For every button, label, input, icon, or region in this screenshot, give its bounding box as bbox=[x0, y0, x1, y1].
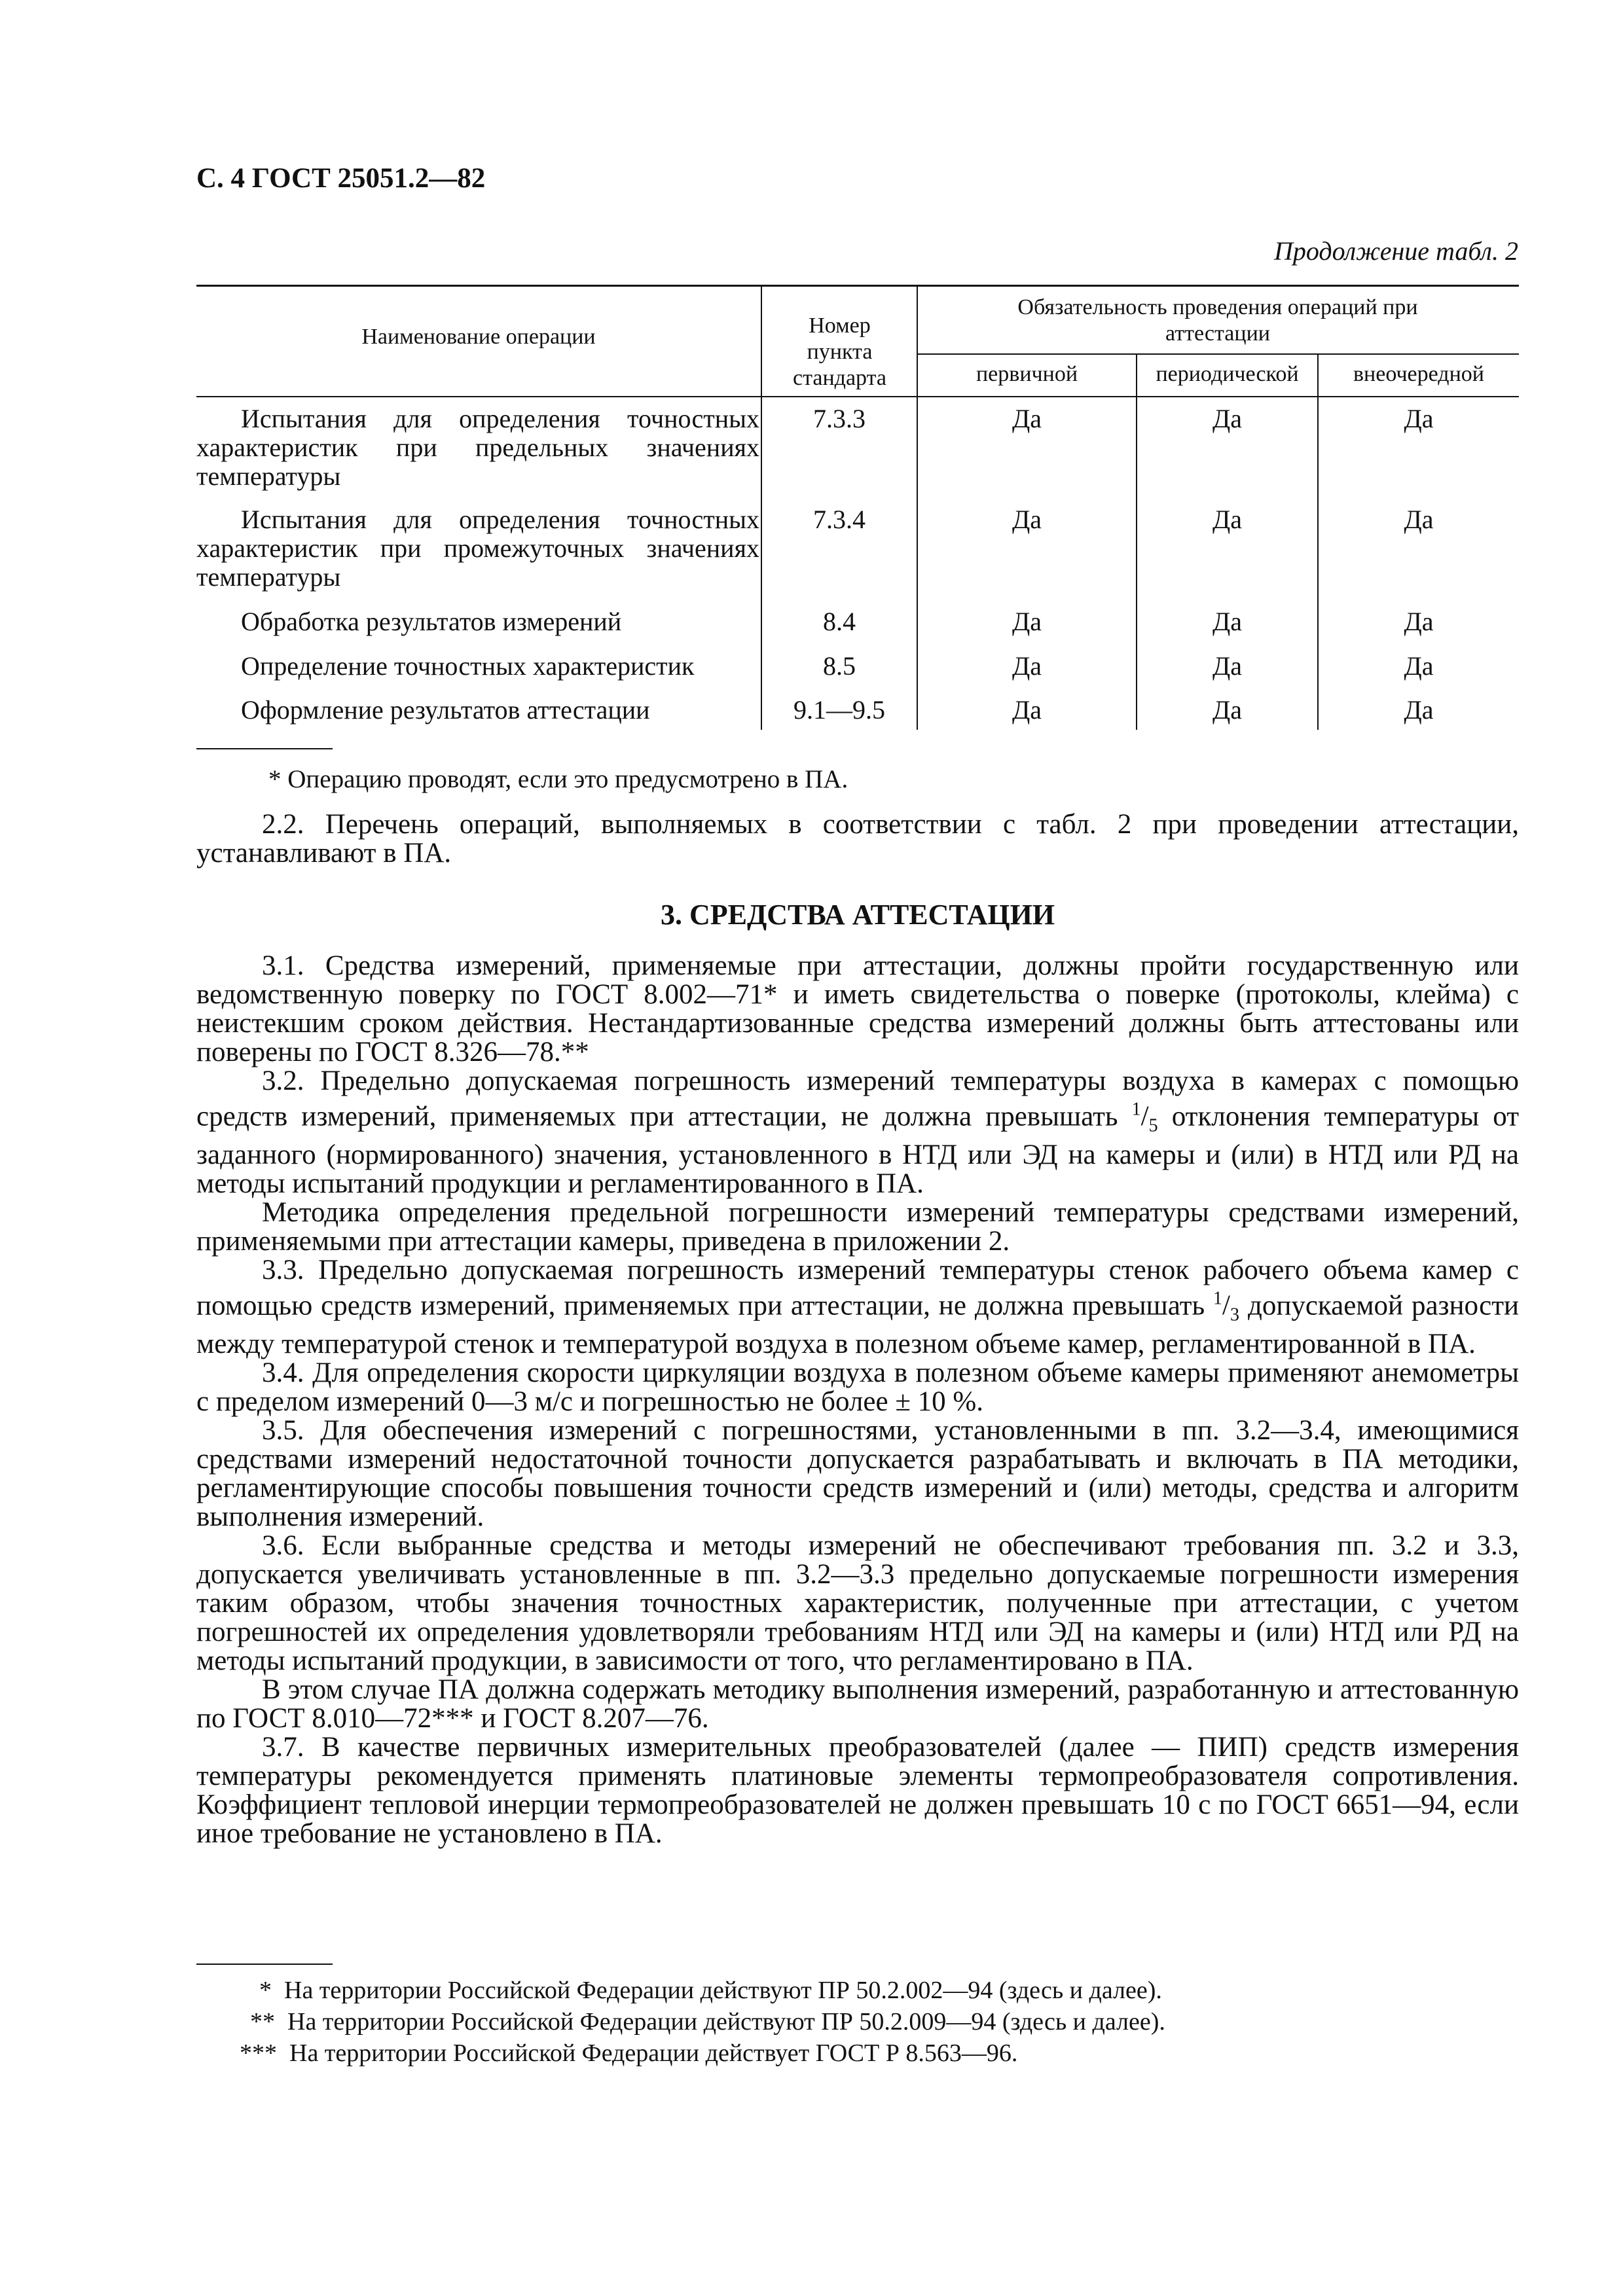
fraction-one-fifth: $^1/_5$ bbox=[1131, 1100, 1158, 1136]
table-row-5-periodic: Да bbox=[1212, 695, 1243, 725]
paragraph-3-4: 3.4. Для определения скорости циркуляции воздуха в полезном объеме камеры применяют анемометры с пределом измерений 0—3 м/с и погрешностью не более ± 10 %. bbox=[196, 1357, 1519, 1417]
table-row-3-extra: Да bbox=[1404, 607, 1434, 636]
table-row-5-primary: Да bbox=[1012, 695, 1042, 725]
table-row-5-clause: 9.1—9.5 bbox=[793, 695, 885, 725]
paragraph-3-2-method: Методика определения предельной погрешности измерений температуры средствами измерений, применяемыми при аттестации камеры, приведена в приложении 2. bbox=[196, 1196, 1519, 1257]
footnote-3-mark: *** bbox=[240, 2039, 277, 2067]
footnote-2-text: На территории Российской Федерации действуют ПР 50.2.009—94 (здесь и далее). bbox=[287, 2008, 1165, 2036]
table-row-3-name: Обработка результатов измерений bbox=[241, 607, 622, 636]
fraction-one-third: $^1/_3$ bbox=[1213, 1288, 1239, 1325]
table-row-1-clause: 7.3.3 bbox=[813, 404, 866, 433]
subheader-periodic: периодической bbox=[1156, 362, 1299, 386]
section-3-body bbox=[196, 952, 1519, 1848]
paragraph-3-3 bbox=[196, 1256, 1519, 1359]
footnote-1-text: На территории Российской Федерации действуют ПР 50.2.002—94 (здесь и далее). bbox=[284, 1977, 1162, 2004]
header-clause: Номер пункта стандарта bbox=[793, 314, 886, 390]
paragraph-3-2 bbox=[196, 1067, 1519, 1198]
table-row-3-clause: 8.4 bbox=[823, 607, 856, 636]
paragraph-3-3-part-a: 3.3. Предельно допускаемая погрешность измерений температуры стенок рабочего объема камер с помощью средств измерений, применяемых при аттестации, не должна превышать bbox=[196, 1254, 1519, 1321]
table-footnote: * Операцию проводят, если это предусмотрено в ПА. bbox=[268, 765, 848, 793]
subheader-top-rule bbox=[917, 353, 1519, 355]
table-row-2-primary: Да bbox=[1012, 505, 1042, 534]
paragraph-2-2 bbox=[196, 810, 1519, 868]
table-row-5-name: Оформление результатов аттестации bbox=[241, 695, 650, 725]
table-row-3-periodic: Да bbox=[1212, 607, 1243, 636]
paragraph-3-3-part-b: допускаемой разности между температурой стенок и температурой воздуха в полезном объеме камер, регламентированной в ПА. bbox=[196, 1290, 1520, 1359]
paragraph-3-1: 3.1. Средства измерений, применяемые при аттестации, должны пройти государственную или ведомственную поверку по ГОСТ 8.002—71* и иметь свидетельства о поверке (протоколы, клейма) с неистекшим сроком действия. Нестандартизованные средства измерений должны быть аттестованы или поверены по ГОСТ 8.326—78.** bbox=[196, 950, 1519, 1067]
table-row-1-extra: Да bbox=[1404, 404, 1434, 433]
footnote-3-text: На территории Российской Федерации действует ГОСТ Р 8.563—96. bbox=[289, 2039, 1018, 2067]
table-row-1-name: Испытания для определения точностных характеристик при предельных значениях температуры bbox=[196, 404, 759, 491]
table-row-4-extra: Да bbox=[1404, 651, 1434, 681]
footnote-1 bbox=[259, 1975, 1162, 2006]
table-row-4-clause: 8.5 bbox=[823, 651, 856, 681]
table-row-4-primary: Да bbox=[1012, 651, 1042, 681]
subheader-primary: первичной bbox=[976, 362, 1078, 386]
paragraph-2-2-text: 2.2. Перечень операций, выполняемых в соответствии с табл. 2 при проведении аттестации, устанавливают в ПА. bbox=[196, 809, 1519, 869]
table-row-2-periodic: Да bbox=[1212, 505, 1243, 534]
paragraph-3-7: 3.7. В качестве первичных измерительных преобразователей (далее — ПИП) средств измерения температуры рекомендуется применять платиновые элементы термопреобразователя сопротивления. Коэффициент тепловой инерции термопреобразователей не должен превышать 10 с по ГОСТ 6651—94, если иное требование не установлено в ПА. bbox=[196, 1731, 1519, 1849]
paragraph-3-2-part-a: 3.2. Предельно допускаемая погрешность измерений температуры воздуха в камерах с помощью средств измерений, применяемых при аттестации, не должна превышать bbox=[196, 1066, 1519, 1132]
footnote-1-mark: * bbox=[259, 1977, 272, 2004]
table-row-3-primary: Да bbox=[1012, 607, 1042, 636]
table-row-1-periodic: Да bbox=[1212, 404, 1243, 433]
paragraph-3-6-b: В этом случае ПА должна содержать методику выполнения измерений, разработанную и аттестованную по ГОСТ 8.010—72*** и ГОСТ 8.207—76. bbox=[196, 1674, 1519, 1734]
header-obligation: Обязательность проведения операций при аттестации bbox=[1017, 295, 1418, 346]
table-row-4-name: Определение точностных характеристик bbox=[241, 651, 695, 681]
footnote-separator-2 bbox=[196, 1964, 333, 1965]
header-operation: Наименование операции bbox=[361, 325, 596, 349]
paragraph-3-6: 3.6. Если выбранные средства и методы измерений не обеспечивают требования пп. 3.2 и 3.3, допускается увеличивать установленные в пп. 3.2—3.3 предельно допускаемые погрешности измерения таким образом, чтобы значения точностных характеристик, полученные при аттестации, с учетом погрешностей их определения удовлетворяли требованиям НТД или ЭД на камеры и (или) НТД или РД на методы испытаний продукции, в зависимости от того, что регламентировано в ПА. bbox=[196, 1530, 1519, 1676]
subheader-extraordinary: внеочередной bbox=[1353, 362, 1484, 386]
table-row-5-extra: Да bbox=[1404, 695, 1434, 725]
table-row-4-periodic: Да bbox=[1212, 651, 1243, 681]
footnote-2-mark: ** bbox=[250, 2008, 275, 2036]
table-row-1-primary: Да bbox=[1012, 404, 1042, 433]
footnote-separator-1 bbox=[196, 748, 333, 749]
table-top-rule bbox=[196, 285, 1519, 287]
footnote-3 bbox=[240, 2037, 1017, 2069]
paragraph-3-2-part-b: отклонения температуры от заданного (нормированного) значения, установленного в НТД или ЭД на камеры и (или) в НТД или РД на методы испытаний продукции и регламентированного в ПА. bbox=[196, 1101, 1520, 1199]
footnote-2 bbox=[250, 2006, 1165, 2037]
table-row-2-clause: 7.3.4 bbox=[813, 505, 866, 534]
table-row-2-name: Испытания для определения точностных характеристик при промежуточных значениях температуры bbox=[196, 505, 759, 592]
table-row-2-extra: Да bbox=[1404, 505, 1434, 534]
page-header: С. 4 ГОСТ 25051.2—82 bbox=[196, 163, 486, 194]
paragraph-3-5: 3.5. Для обеспечения измерений с погрешностями, установленными в пп. 3.2—3.4, имеющимися средствами измерений недостаточной точности допускается разрабатывать и включать в ПА методики, регламентирующие способы повышения точности средств измерений и (или) методы, средства и алгоритм выполнения измерений. bbox=[196, 1414, 1519, 1532]
table-header-bottom-rule bbox=[196, 396, 1519, 397]
section-heading: 3. СРЕДСТВА АТТЕСТАЦИИ bbox=[660, 899, 1055, 931]
table-continuation-label: Продолжение табл. 2 bbox=[1273, 236, 1518, 266]
